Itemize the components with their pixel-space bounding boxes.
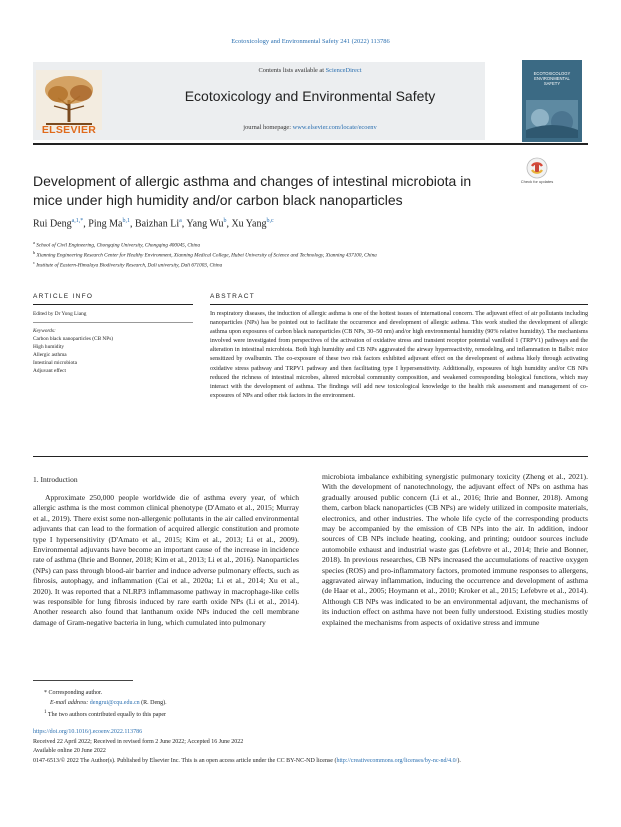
equal-contribution-note: $^1$ The two authors contributed equally to this paper: [44, 710, 167, 718]
article-title-line: Development of allergic asthma and changes of intestinal microbiota in: [33, 173, 472, 189]
cover-title-line: ECOTOXICOLOGY: [533, 71, 571, 76]
corresponding-author-note: * Corresponding author.: [44, 690, 103, 696]
keyword: High humidity: [33, 344, 65, 350]
abstract-text: In respiratory diseases, the induction of allergic asthma is one of the hottest issues of international concern. The adjuvant effect of air pollutants including nanoparticles (NPs) has be pointed out to facilitate the occurrence and development of allergic asthma. This work studied the development of allergic asthma upon exposures of carbon black nanoparticles (CB NPs, 30–50 nm) and/or high environmental humidity (90% relative humidity). The mechanisms involved were investigated from perspectives of the activation of oxidative stress and transient receptor potential vanilloid 1 (TRPV1) pathways and the alteration in intestinal microbiota. Both high humidity and CB NPs aggravated the airway hyperreactivity, remodeling, and inflammation in Balb/c mice sensitized by ovalbumin. The co-exposure of these two risk factors exhibited adjuvant effect on the development of asthma likely through activating oxidative stress pathway and TRPV1 pathway and then facilitating type I hypersensitivity. Additionally, exposures of high humidity and/or CB NPs reduced the richness of intestinal microbes, altered microbial community composition, and weakened corresponding biological functions, which may interact with the development of asthma. The findings will add new toxicological knowledge to the health risk assessment and management of co-exposures of NPs and other risk factors in the environment.: [210, 311, 588, 399]
article-title-line: mice under high humidity and/or carbon black nanoparticles: [33, 192, 403, 208]
article-info-divider: [33, 322, 193, 323]
author-affiliation-sup[interactable]: b: [223, 218, 227, 224]
journal-title: Ecotoxicology and Environmental Safety: [184, 88, 436, 104]
keyword: Intestinal microbiota: [33, 360, 77, 366]
intro-paragraph: Approximate 250,000 people worldwide die of asthma every year, of which allergic asthma is the most common clinical phenotype (D'Amato et al., 2015; Murray et al., 2019). There exist some non-allergenic pollutants in the air called environmental adjuvants that can lead to the formation of acquired allergic constitution and promote type I hypersensitivity (D'Amato et al., 2015; Kim et al., 2013; Li et al., 2009). Environmental adjuvants have become an important cause of the increase in incidence rate of asthma (Ihrie and Bonner, 2018; Kim et al., 2013; Li et al., 2016). Nanoparticles (NPs) can pass through blood-air barrier and induce adverse pulmonary effects, such as fibrosis, autophagy, and inflammation (Cai et al., 2020a; Li et al., 2014; Xu et al., 2020). It was reported that a NLRP3 inflammasome pathway in macrophage-like cells was responsible for lung fibrosis induced by rare earth oxide NPs (Li et al., 2014). Another research also found that lanthanum oxide NPs induced the cell membrane damage of Gram-negative bacteria in lung, which cumulated into pulmonary: [33, 493, 299, 627]
email-label: E-mail address:: [50, 700, 90, 706]
intro-right-column: [322, 472, 588, 628]
author-affiliation-sup[interactable]: a: [179, 218, 182, 224]
contents-line: [140, 67, 480, 74]
check-for-updates-icon[interactable]: [526, 157, 548, 179]
license-prefix: 0147-6513/© 2022 The Author(s). Published by Elsevier Inc. This is an open access article under the CC BY-NC-ND license (: [33, 757, 337, 764]
affiliation: [33, 250, 553, 259]
author-name[interactable]: Rui Deng: [33, 218, 72, 230]
edited-by: Edited by Dr Yong Liang: [33, 311, 87, 317]
article-title: [33, 172, 493, 210]
keywords-label: Keywords:: [33, 328, 56, 334]
affiliation-text: Xianning Engineering Research Center for Healthy Environment, Xianning Medical College, Hubei University of Science and Technology, Xianning 437100, China: [36, 252, 377, 259]
author-list: Rui Deng$^{a,1,*}$, Ping Ma$^{b,1}$, Baizhan Li$^a$, Yang Wu$^b$, Xu Yang$^{b,c}$: [33, 218, 274, 230]
author-name[interactable]: Xu Yang: [231, 218, 267, 230]
check-for-updates-label[interactable]: Check for updates: [520, 179, 554, 184]
homepage-prefix: journal homepage:: [243, 124, 293, 131]
license-suffix: ).: [457, 757, 461, 764]
abstract-rule: [210, 304, 588, 305]
keyword: Carbon black nanoparticles (CB NPs): [33, 336, 114, 342]
affiliation-sup: a: [33, 240, 35, 245]
elsevier-wordmark[interactable]: ELSEVIER: [41, 124, 97, 136]
cover-title-line: ENVIRONMENTAL: [534, 75, 570, 81]
footer: [33, 728, 588, 766]
affiliation-sup: c: [33, 260, 35, 265]
affiliation: [33, 240, 553, 249]
affiliation-text: Institute of Eastern-Himalaya Biodiversity Research, Dali university, Dali 671003, China: [36, 262, 223, 269]
affiliation-text: School of Civil Engineering, Chongqing University, Chongqing 400045, China: [36, 242, 201, 249]
sciencedirect-link[interactable]: ScienceDirect: [325, 67, 362, 74]
equal-contribution-text: The two authors contributed equally to this paper: [47, 712, 167, 718]
author-affiliation-sup[interactable]: a,1,*: [71, 218, 84, 224]
abstract-heading: ABSTRACT: [210, 293, 256, 300]
license-link[interactable]: http://creativecommons.org/licenses/by-nc-nd/4.0/: [336, 757, 458, 764]
affiliation-sup: b: [33, 250, 36, 255]
contents-prefix: Contents lists available at: [258, 67, 326, 74]
author-name[interactable]: Baizhan Li: [134, 218, 180, 230]
cover-illustration: [526, 100, 578, 138]
author-affiliation-sup[interactable]: b,c: [266, 218, 274, 224]
author-name[interactable]: Yang Wu: [186, 218, 224, 230]
email-note: [50, 698, 167, 708]
footnote-rule: [33, 680, 133, 681]
running-header[interactable]: Ecotoxicology and Environmental Safety 241 (2022) 113786: [231, 38, 390, 45]
journal-cover-title: [524, 72, 580, 86]
homepage-line: [140, 124, 480, 131]
article-info-heading: ARTICLE INFO: [33, 293, 94, 300]
masthead-rule: [33, 143, 588, 145]
article-info-rule: [33, 304, 193, 305]
introduction-heading: 1. Introduction: [33, 475, 78, 484]
abstract-end-rule: [33, 456, 588, 457]
intro-left-column: [33, 493, 299, 628]
author-name[interactable]: Ping Ma: [88, 218, 123, 230]
keyword: Adjuvant effect: [33, 368, 66, 374]
email-suffix: (R. Deng).: [139, 700, 167, 706]
keyword: Allergic asthma: [33, 352, 67, 358]
license-line: [33, 757, 588, 767]
author-affiliation-sup[interactable]: b,1: [122, 218, 130, 224]
intro-paragraph: microbiota imbalance exhibiting synergistic pulmonary toxicity (Zheng et al., 2021). With the development of nanotechnology, the adjuvant effect of NPs on asthma has gradually aroused public concern (Li et al., 2016; Ihrie and Bonner, 2018). Among them, carbon black nanoparticles (CB NPs) are widely utilized in composite materials, electronics, and other industries. The whole life cycle of the corresponding products may be accompanied by the emission of CB NPs into the air. In addition, indoor sources of CB NPs include heating, cooking, and printing; outdoor sources include automobile exhaust and industrial waste gas (Lefebvre et al., 2014; Ihrie and Bonner, 2018). In previous researches, CB NPs increased the accumulations of reactive oxygen species (ROS) and pro-inflammatory factors, promoted immune responses to allergens, aggravated airway inflammation, inducing the occurrence and development of asthma (de Haar et al., 2005; Hoymann et al., 2010; Kroker et al., 2015; Lefebvre et al., 2014). Although CB NPs was indicated to be an environmental adjuvant, the mechanisms of its induction effect on asthma have not been fully understood. Existing studies mostly explained the mechanisms from aspects of oxidative stress and immune: [322, 472, 588, 627]
homepage-link[interactable]: www.elsevier.com/locate/ecoenv: [292, 124, 377, 131]
available-online: Available online 20 June 2022: [33, 748, 106, 754]
keyword-list: [33, 335, 193, 375]
email-link[interactable]: dengrui@cqu.edu.cn: [89, 700, 140, 706]
received-dates: Received 22 April 2022; Received in revised form 2 June 2022; Accepted 16 June 2022: [33, 738, 244, 745]
affiliation: [33, 260, 553, 269]
cover-title-line: SAFETY: [543, 80, 561, 86]
doi-link[interactable]: https://doi.org/10.1016/j.ecoenv.2022.113786: [33, 729, 143, 735]
